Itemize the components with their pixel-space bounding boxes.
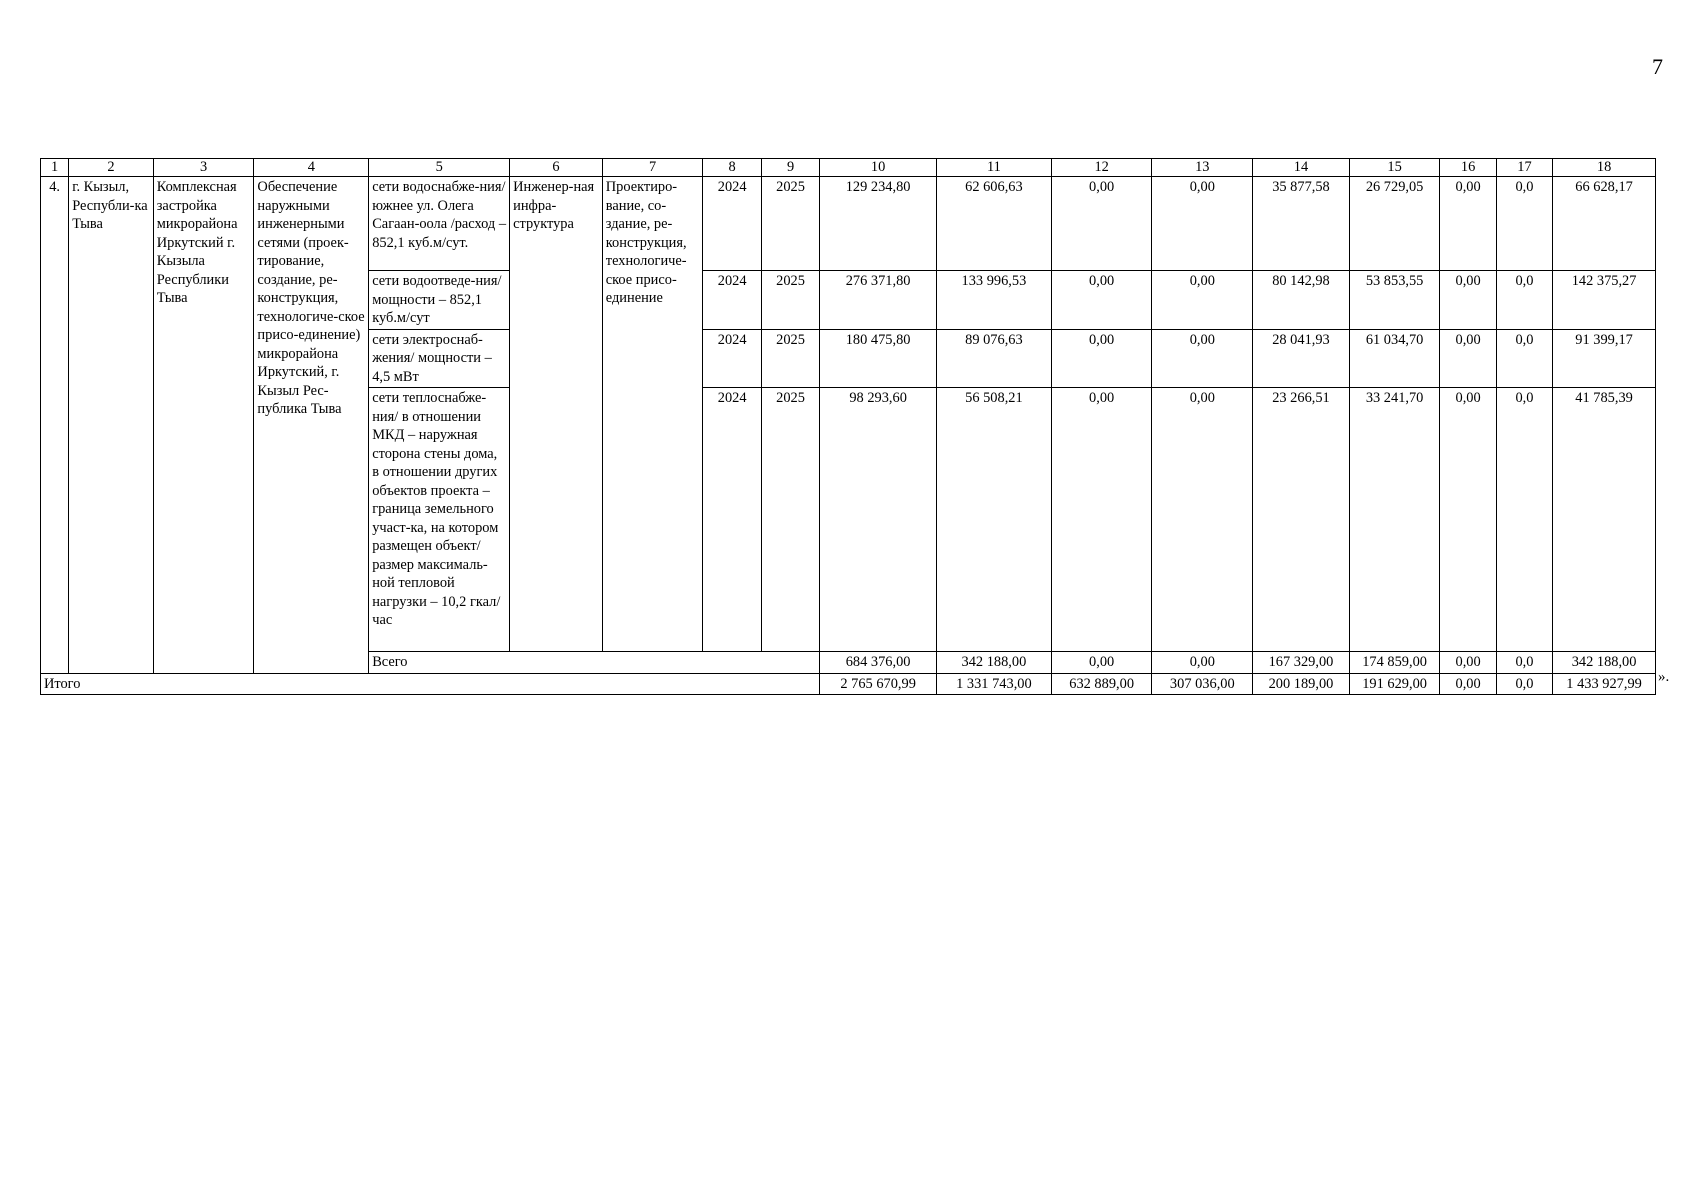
value-cell: 0,00	[1440, 271, 1496, 330]
start-year-cell: 2024	[703, 271, 761, 330]
column-number: 18	[1553, 159, 1656, 177]
place-cell: г. Кызыл, Республи-ка Тыва	[69, 177, 154, 674]
grand-total-label: Итого	[41, 673, 820, 695]
column-number: 11	[937, 159, 1052, 177]
end-year-cell: 2025	[761, 329, 819, 388]
value-cell: 0,0	[1496, 673, 1552, 695]
value-cell: 0,00	[1152, 177, 1253, 271]
value-cell: 0,00	[1152, 388, 1253, 652]
column-number: 8	[703, 159, 761, 177]
end-year-cell: 2025	[761, 177, 819, 271]
value-cell: 0,00	[1440, 177, 1496, 271]
value-cell: 200 189,00	[1253, 673, 1350, 695]
value-cell: 33 241,70	[1349, 388, 1440, 652]
value-cell: 91 399,17	[1553, 329, 1656, 388]
value-cell: 28 041,93	[1253, 329, 1350, 388]
value-cell: 0,00	[1051, 329, 1152, 388]
end-year-cell: 2025	[761, 271, 819, 330]
table-row	[41, 177, 1656, 271]
value-cell: 62 606,63	[937, 177, 1052, 271]
value-cell: 167 329,00	[1253, 652, 1350, 674]
column-number: 17	[1496, 159, 1552, 177]
work-type-cell: Проектиро-вание, со-здание, ре-конструкция, технологиче-ское присо-единение	[602, 177, 703, 652]
value-cell: 0,00	[1152, 329, 1253, 388]
value-cell: 0,00	[1152, 271, 1253, 330]
column-number: 14	[1253, 159, 1350, 177]
column-number: 2	[69, 159, 154, 177]
value-cell: 2 765 670,99	[820, 673, 937, 695]
value-cell: 342 188,00	[937, 652, 1052, 674]
column-number: 13	[1152, 159, 1253, 177]
value-cell: 0,0	[1496, 329, 1552, 388]
value-cell: 1 433 927,99	[1553, 673, 1656, 695]
infrastructure-cell: Инженер-ная инфра-структура	[510, 177, 603, 652]
column-number: 5	[369, 159, 510, 177]
value-cell: 0,0	[1496, 177, 1552, 271]
value-cell: 53 853,55	[1349, 271, 1440, 330]
value-cell: 129 234,80	[820, 177, 937, 271]
object-name-cell: сети водоотведе-ния/ мощности – 852,1 куб.м/сут	[369, 271, 510, 330]
value-cell: 0,0	[1496, 652, 1552, 674]
activity-cell: Обеспечение наружными инженерными сетями (проек-тирование, создание, ре-конструкция, технологиче-ское присо-единение) микрорайона Иркутский, г. Кызыл Рес-публика Тыва	[254, 177, 369, 674]
end-year-cell: 2025	[761, 388, 819, 652]
object-name-cell: сети водоснабже-ния/южнее ул. Олега Сагаан-оола /расход – 852,1 куб.м/сут.	[369, 177, 510, 271]
column-number: 7	[602, 159, 703, 177]
value-cell: 0,00	[1152, 652, 1253, 674]
value-cell: 41 785,39	[1553, 388, 1656, 652]
value-cell: 342 188,00	[1553, 652, 1656, 674]
column-number: 3	[153, 159, 254, 177]
value-cell: 684 376,00	[820, 652, 937, 674]
column-number: 12	[1051, 159, 1152, 177]
object-name-cell: сети электроснаб-жения/ мощности – 4,5 мВт	[369, 329, 510, 388]
value-cell: 133 996,53	[937, 271, 1052, 330]
column-number: 10	[820, 159, 937, 177]
object-name-cell: сети теплоснабже-ния/ в отношении МКД – наружная сторона стены дома, в отношении других объектов проекта – граница земельного участ-ка, на котором размещен объект/ размер максималь-ной тепловой нагрузки – 10,2 гкал/час	[369, 388, 510, 652]
value-cell: 0,00	[1051, 652, 1152, 674]
value-cell: 0,0	[1496, 388, 1552, 652]
column-number: 4	[254, 159, 369, 177]
value-cell: 276 371,80	[820, 271, 937, 330]
column-number: 16	[1440, 159, 1496, 177]
value-cell: 632 889,00	[1051, 673, 1152, 695]
column-number-row	[41, 159, 1656, 177]
column-number: 6	[510, 159, 603, 177]
column-number: 15	[1349, 159, 1440, 177]
project-cell: Комплексная застройка микрорайона Иркутский г. Кызыла Республики Тыва	[153, 177, 254, 674]
value-cell: 0,00	[1051, 271, 1152, 330]
closing-quote-mark: ».	[1658, 669, 1670, 685]
value-cell: 23 266,51	[1253, 388, 1350, 652]
start-year-cell: 2024	[703, 388, 761, 652]
value-cell: 0,0	[1496, 271, 1552, 330]
value-cell: 89 076,63	[937, 329, 1052, 388]
value-cell: 0,00	[1440, 329, 1496, 388]
value-cell: 26 729,05	[1349, 177, 1440, 271]
grand-total-row	[41, 673, 1656, 695]
value-cell: 0,00	[1051, 177, 1152, 271]
value-cell: 180 475,80	[820, 329, 937, 388]
value-cell: 1 331 743,00	[937, 673, 1052, 695]
value-cell: 174 859,00	[1349, 652, 1440, 674]
column-number: 9	[761, 159, 819, 177]
value-cell: 0,00	[1440, 652, 1496, 674]
column-number: 1	[41, 159, 69, 177]
value-cell: 142 375,27	[1553, 271, 1656, 330]
value-cell: 66 628,17	[1553, 177, 1656, 271]
value-cell: 307 036,00	[1152, 673, 1253, 695]
investment-table	[40, 158, 1656, 695]
value-cell: 80 142,98	[1253, 271, 1350, 330]
page-number: 7	[1652, 54, 1663, 79]
subtotal-label: Всего	[369, 652, 820, 674]
value-cell: 0,00	[1440, 388, 1496, 652]
row-number: 4.	[41, 177, 69, 674]
value-cell: 0,00	[1440, 673, 1496, 695]
value-cell: 56 508,21	[937, 388, 1052, 652]
value-cell: 98 293,60	[820, 388, 937, 652]
start-year-cell: 2024	[703, 329, 761, 388]
value-cell: 61 034,70	[1349, 329, 1440, 388]
start-year-cell: 2024	[703, 177, 761, 271]
value-cell: 0,00	[1051, 388, 1152, 652]
value-cell: 191 629,00	[1349, 673, 1440, 695]
value-cell: 35 877,58	[1253, 177, 1350, 271]
